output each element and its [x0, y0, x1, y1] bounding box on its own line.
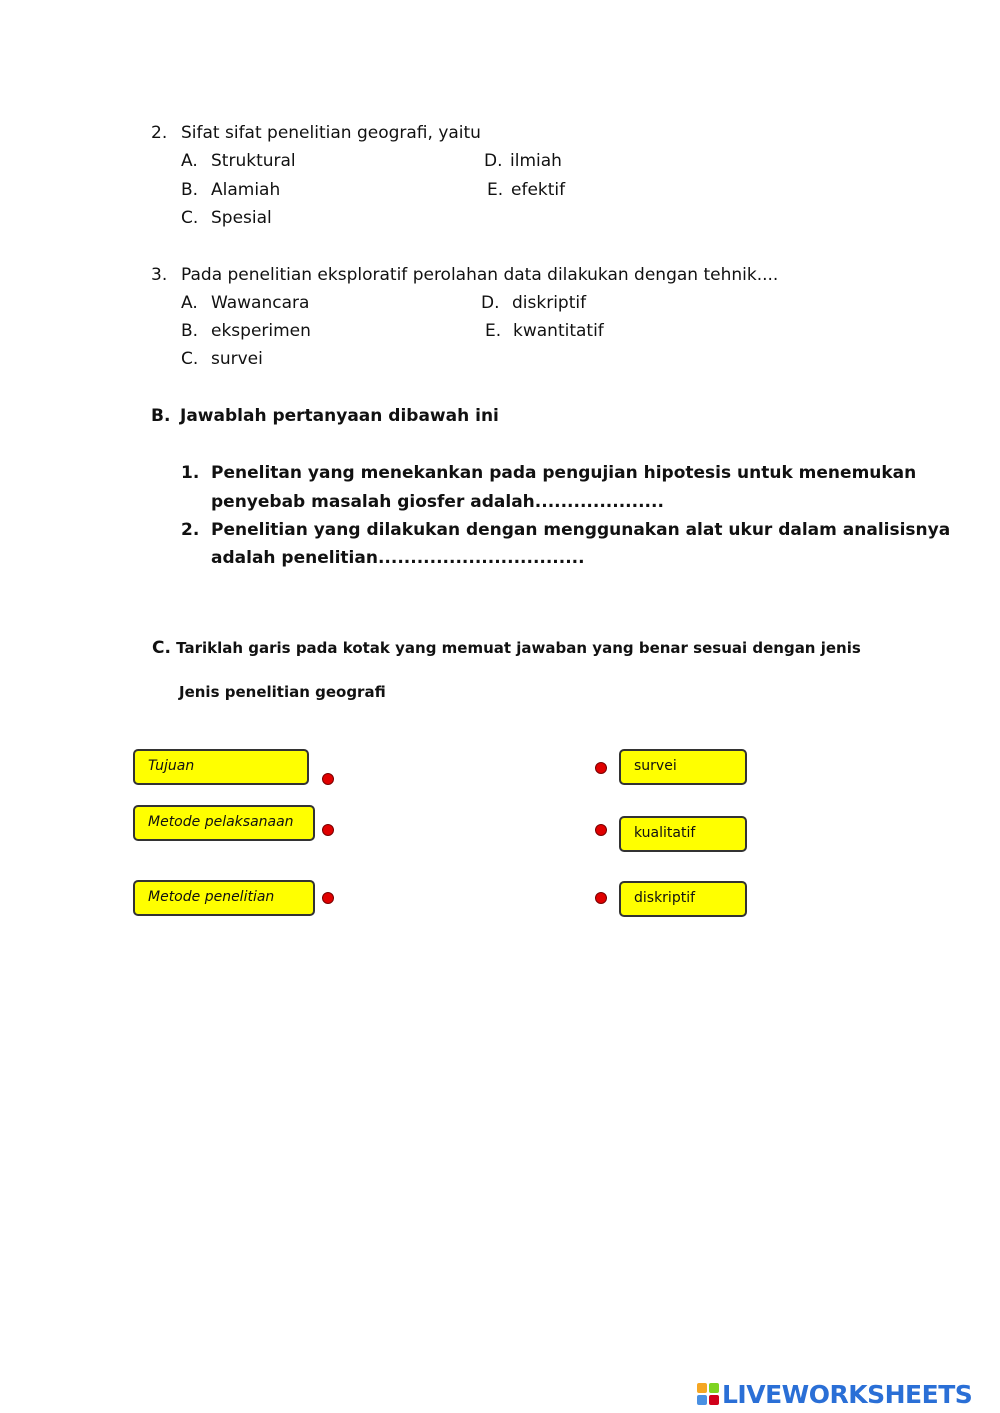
- match-right-diskriptif[interactable]: diskriptif: [619, 881, 747, 917]
- match-left-metode-penelitian[interactable]: Metode penelitian: [133, 880, 315, 916]
- match-right-dot-diskriptif[interactable]: [595, 892, 607, 904]
- match-left-dot-metode-penelitian[interactable]: [322, 892, 334, 904]
- logo-square-icon: [709, 1383, 719, 1393]
- question-3-option-b-letter: B.: [181, 321, 199, 341]
- question-2-option-b-letter: B.: [181, 180, 199, 200]
- question-3-option-d-letter: D.: [481, 293, 500, 313]
- logo-square-icon: [709, 1395, 719, 1405]
- logo-text: LIVEWORKSHEETS: [722, 1379, 973, 1409]
- section-b-title: Jawablah pertanyaan dibawah ini: [180, 406, 499, 426]
- match-left-dot-tujuan[interactable]: [322, 773, 334, 785]
- question-2-option-e: efektif: [511, 180, 566, 200]
- question-3-option-b: eksperimen: [211, 321, 311, 341]
- question-3-text: Pada penelitian eksploratif perolahan data dilakukan dengan tehnik....: [181, 265, 779, 285]
- section-c-heading: [152, 638, 861, 658]
- question-2-option-b: Alamiah: [211, 180, 281, 200]
- question-2-option-c-letter: C.: [181, 208, 199, 228]
- essay-1-line2: penyebab masalah giosfer adalah....................: [211, 492, 664, 512]
- match-left-dot-metode-pelaksanaan[interactable]: [322, 824, 334, 836]
- match-right-dot-survei[interactable]: [595, 762, 607, 774]
- question-2-text: Sifat sifat penelitian geografi, yaitu: [181, 123, 481, 143]
- match-left-metode-pelaksanaan[interactable]: Metode pelaksanaan: [133, 805, 315, 841]
- question-3-option-a-letter: A.: [181, 293, 198, 313]
- question-3-option-c: survei: [211, 349, 263, 369]
- question-3-option-a: Wawancara: [211, 293, 310, 313]
- question-3-option-d: diskriptif: [512, 293, 587, 313]
- section-c-letter: C.: [152, 638, 171, 658]
- question-2-option-d: ilmiah: [510, 151, 562, 171]
- question-2-option-c: Spesial: [211, 208, 272, 228]
- question-2-option-d-letter: D.: [484, 151, 503, 171]
- logo-square-icon: [697, 1395, 707, 1405]
- question-3-option-e: kwantitatif: [513, 321, 604, 341]
- match-right-survei[interactable]: survei: [619, 749, 747, 785]
- section-c-title: Tariklah garis pada kotak yang memuat jawaban yang benar sesuai dengan jenis: [176, 639, 861, 657]
- question-2-option-a-letter: A.: [181, 151, 198, 171]
- question-2-option-e-letter: E.: [487, 180, 504, 200]
- match-right-dot-kualitatif[interactable]: [595, 824, 607, 836]
- logo-square-icon: [697, 1383, 707, 1393]
- question-3-number: 3.: [151, 265, 168, 285]
- section-b-letter: B.: [151, 406, 171, 426]
- question-2-option-a: Struktural: [211, 151, 296, 171]
- logo-grid-icon: [697, 1383, 719, 1405]
- question-3-option-e-letter: E.: [485, 321, 502, 341]
- essay-1-line1: Penelitan yang menekankan pada pengujian hipotesis untuk menemukan: [211, 463, 917, 483]
- liveworksheets-logo: [697, 1380, 972, 1408]
- section-c-subtitle: Jenis penelitian geografi: [179, 683, 386, 701]
- question-3-option-c-letter: C.: [181, 349, 199, 369]
- essay-2-number: 2.: [181, 520, 200, 540]
- question-2-number: 2.: [151, 123, 168, 143]
- match-right-kualitatif[interactable]: kualitatif: [619, 816, 747, 852]
- essay-1-number: 1.: [181, 463, 200, 483]
- essay-2-line2: adalah penelitian................................: [211, 548, 585, 568]
- match-left-tujuan[interactable]: Tujuan: [133, 749, 309, 785]
- essay-2-line1: Penelitian yang dilakukan dengan menggunakan alat ukur dalam analisisnya: [211, 520, 951, 540]
